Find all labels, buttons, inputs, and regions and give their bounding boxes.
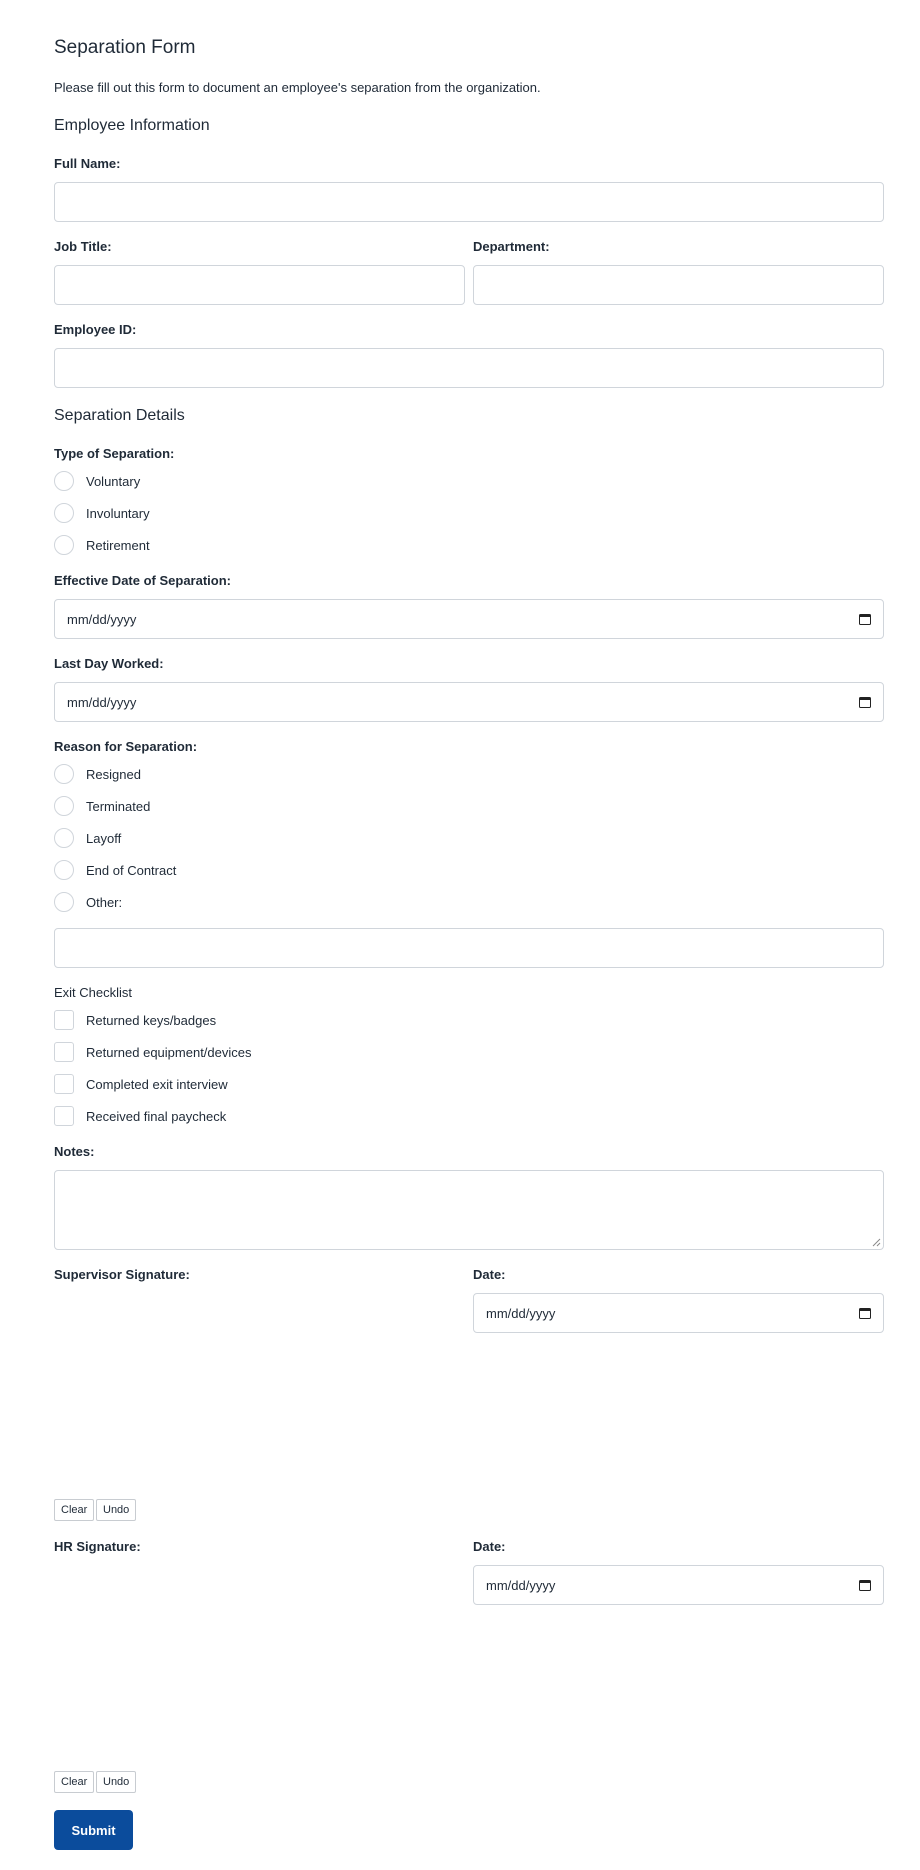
checkbox[interactable] [54,1010,74,1030]
calendar-icon[interactable] [859,697,871,708]
radio-button[interactable] [54,796,74,816]
supervisor-date-input[interactable] [473,1293,884,1333]
employee-id-input[interactable] [54,348,884,388]
separation-type-voluntary[interactable] [54,471,140,491]
hr-date-input[interactable] [473,1565,884,1605]
reason-terminated[interactable] [54,796,150,816]
supervisor-signature-label: Supervisor Signature: [54,1267,190,1282]
checklist-item-label: Returned equipment/devices [86,1044,252,1060]
last-day-worked-input[interactable] [54,682,884,722]
checklist-returned-equipment[interactable] [54,1042,252,1062]
option-label: Layoff [86,830,122,846]
employee-id-label: Employee ID: [54,322,137,337]
option-label: End of Contract [86,862,177,878]
separation-type-involuntary[interactable] [54,503,150,523]
effective-date-input[interactable] [54,599,884,639]
submit-button[interactable]: Submit [54,1810,133,1850]
department-label: Department: [473,239,550,254]
full-name-input[interactable] [54,182,884,222]
option-label: Other: [86,894,123,910]
supervisor-clear-button[interactable]: Clear [54,1499,94,1521]
radio-button[interactable] [54,503,74,523]
calendar-icon[interactable] [859,1308,871,1319]
date-placeholder: mm/dd/yyyy [67,611,137,627]
option-label: Retirement [86,537,150,553]
checklist-item-label: Completed exit interview [86,1076,228,1092]
last-day-worked-label: Last Day Worked: [54,656,164,671]
separation-details-heading: Separation Details [54,407,185,424]
employee-info-heading: Employee Information [54,117,210,134]
checklist-exit-interview[interactable] [54,1074,228,1094]
notes-textarea[interactable] [54,1170,884,1250]
reason-resigned[interactable] [54,764,141,784]
checklist-returned-keys[interactable] [54,1010,216,1030]
radio-button[interactable] [54,860,74,880]
radio-button[interactable] [54,764,74,784]
checklist-final-paycheck[interactable] [54,1106,226,1126]
radio-button[interactable] [54,535,74,555]
hr-date-label: Date: [473,1539,506,1554]
notes-label: Notes: [54,1144,95,1159]
checkbox[interactable] [54,1106,74,1126]
supervisor-signature-pad[interactable] [54,1293,465,1493]
hr-signature-pad[interactable] [54,1565,465,1765]
reason-end-of-contract[interactable] [54,860,176,880]
option-label: Terminated [86,798,151,814]
checkbox[interactable] [54,1042,74,1062]
checklist-item-label: Returned keys/badges [86,1012,217,1028]
page-title: Separation Form [54,37,196,58]
hr-signature-label: HR Signature: [54,1539,141,1554]
hr-clear-button[interactable]: Clear [54,1771,94,1793]
exit-checklist-heading: Exit Checklist [54,985,133,1000]
hr-undo-button[interactable]: Undo [96,1771,136,1793]
checkbox[interactable] [54,1074,74,1094]
calendar-icon[interactable] [859,614,871,625]
checklist-item-label: Received final paycheck [86,1108,227,1124]
department-input[interactable] [473,265,884,305]
supervisor-date-label: Date: [473,1267,506,1282]
reason-for-separation-label: Reason for Separation: [54,739,198,754]
radio-button[interactable] [54,828,74,848]
date-placeholder: mm/dd/yyyy [67,694,137,710]
resize-grip-icon[interactable] [871,1237,881,1247]
job-title-input[interactable] [54,265,465,305]
date-placeholder: mm/dd/yyyy [486,1577,556,1593]
option-label: Involuntary [86,505,150,521]
supervisor-undo-button[interactable]: Undo [96,1499,136,1521]
reason-layoff[interactable] [54,828,121,848]
effective-date-label: Effective Date of Separation: [54,573,231,588]
form-intro: Please fill out this form to document an employee's separation from the organization. [54,80,541,95]
option-label: Voluntary [86,473,141,489]
type-of-separation-label: Type of Separation: [54,446,175,461]
reason-other[interactable] [54,892,122,912]
radio-button[interactable] [54,892,74,912]
job-title-label: Job Title: [54,239,112,254]
full-name-label: Full Name: [54,156,121,171]
separation-type-retirement[interactable] [54,535,150,555]
radio-button[interactable] [54,471,74,491]
calendar-icon[interactable] [859,1580,871,1591]
other-reason-input[interactable] [54,928,884,968]
date-placeholder: mm/dd/yyyy [486,1305,556,1321]
option-label: Resigned [86,766,141,782]
